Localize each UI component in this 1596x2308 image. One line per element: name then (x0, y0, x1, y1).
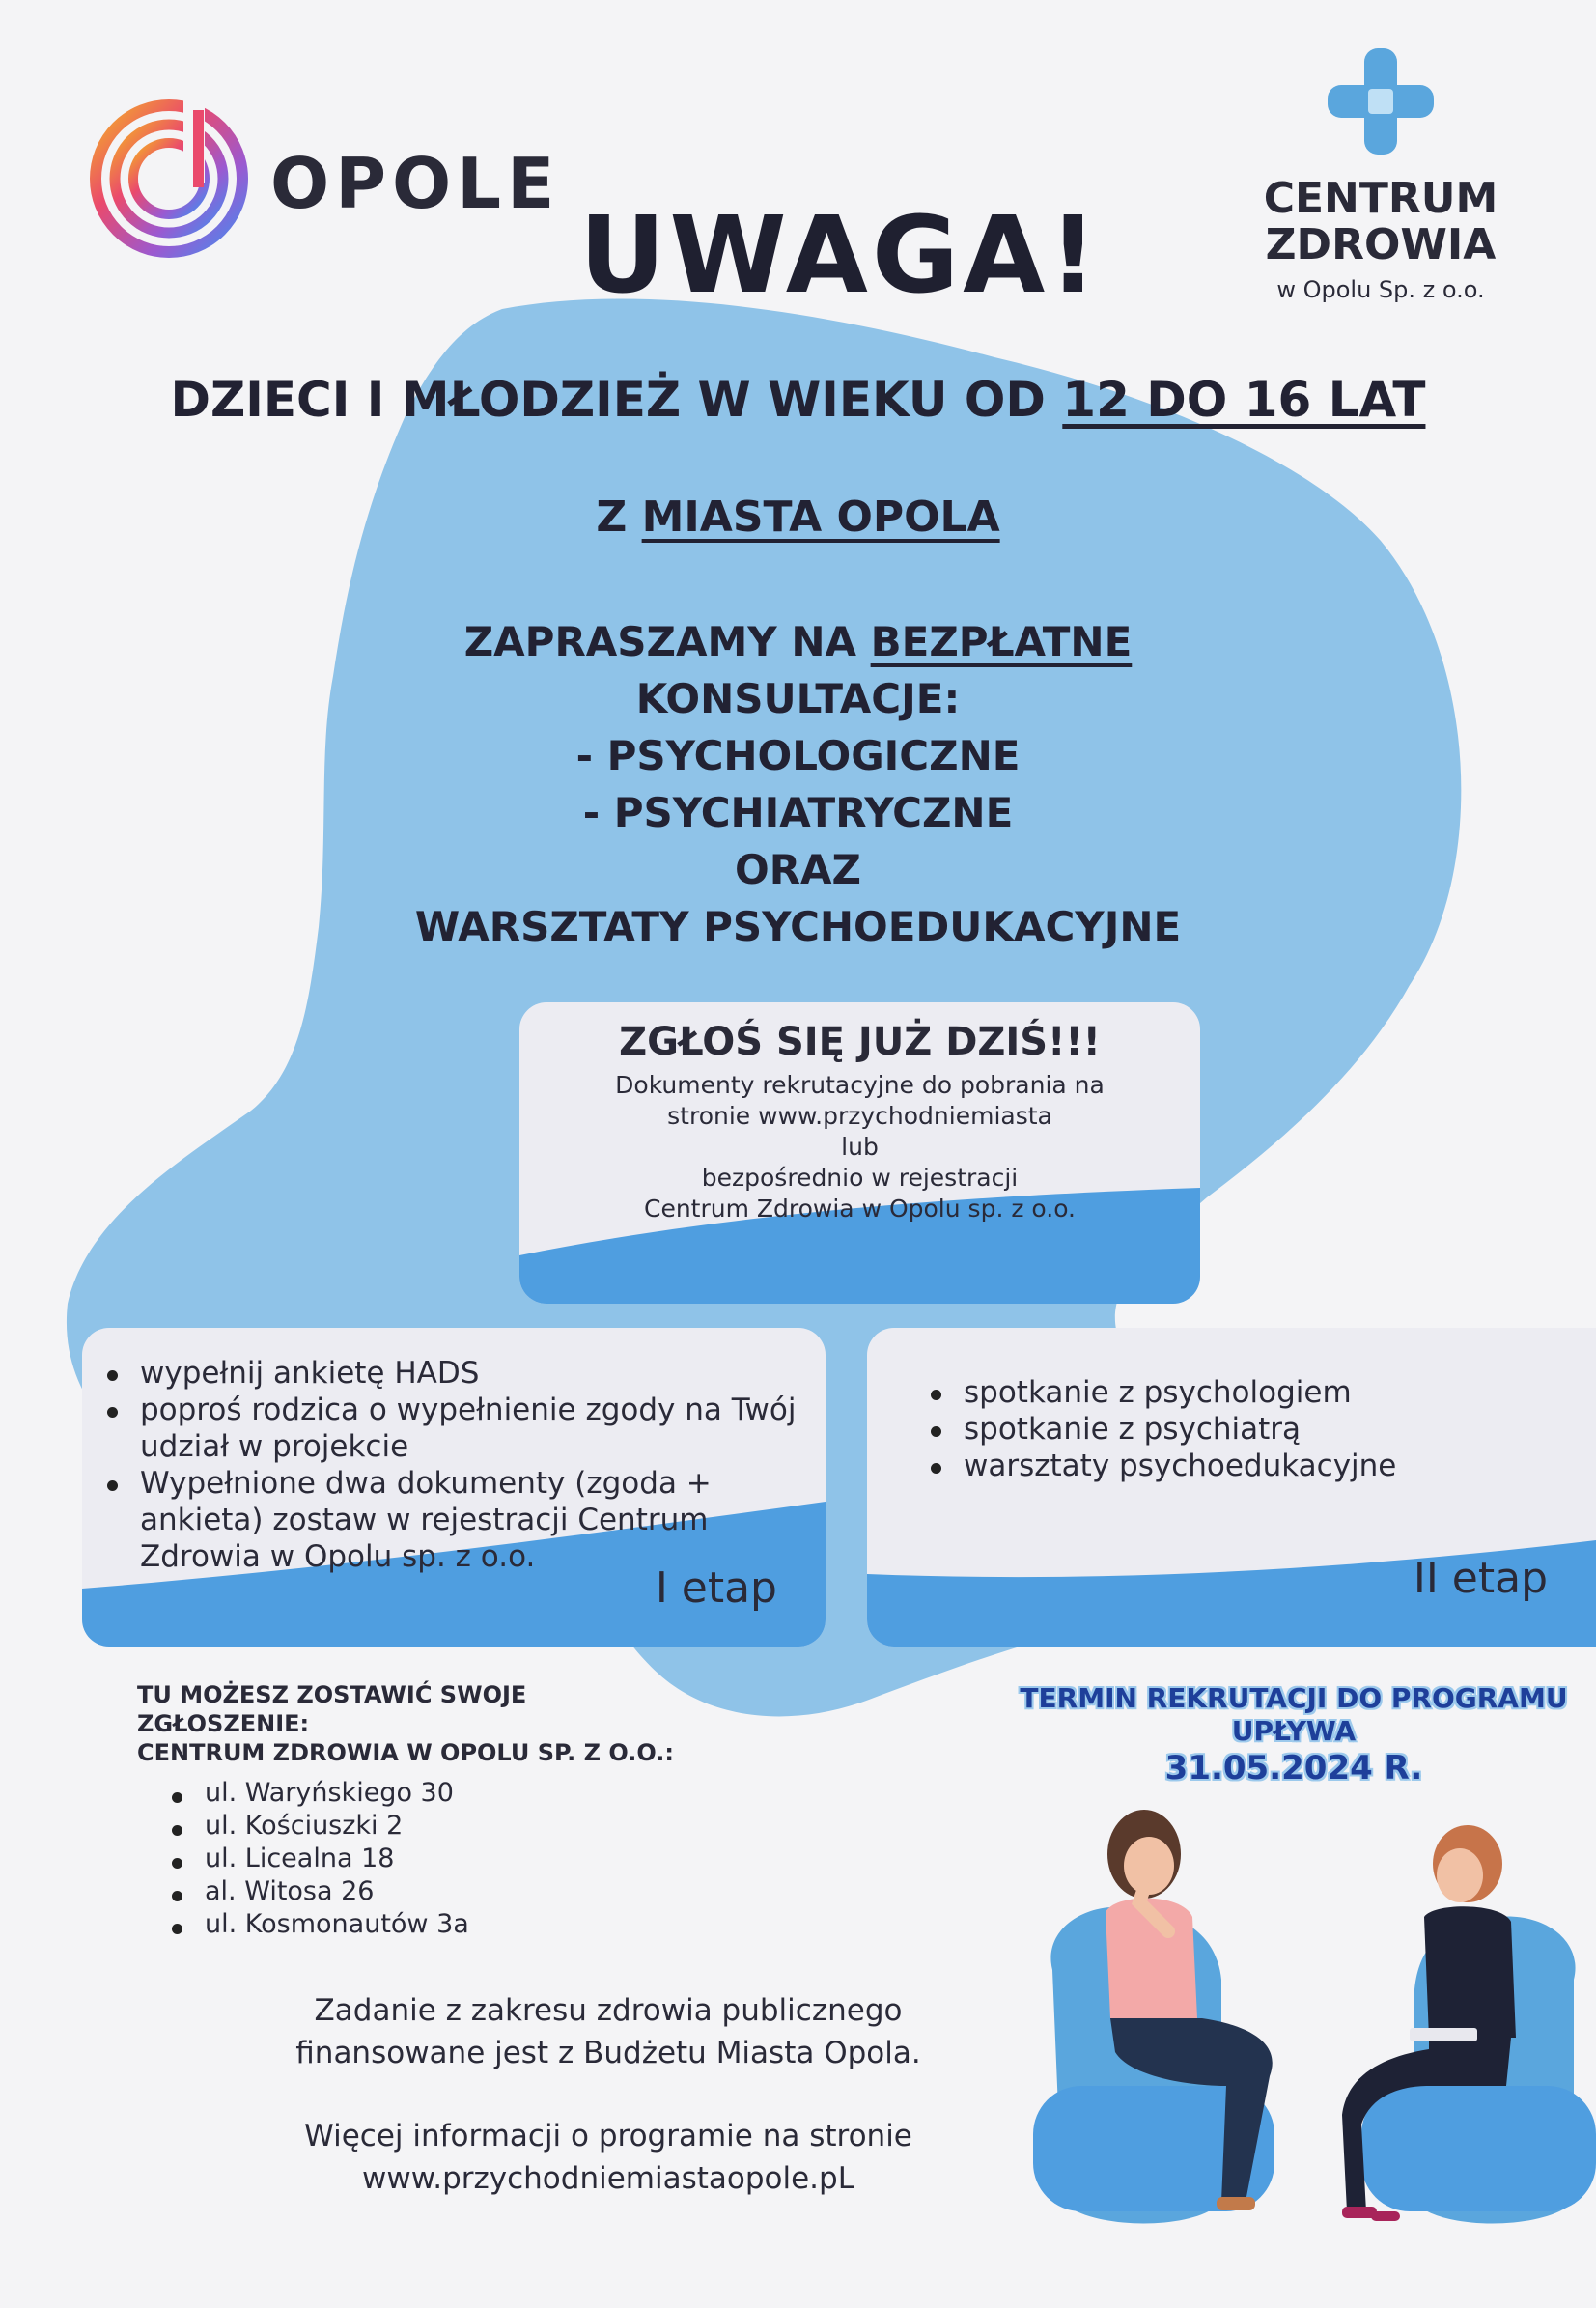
intro-psychiatric: - PSYCHIATRYCZNE (582, 789, 1014, 836)
stage2-item-1: spotkanie z psychologiem (925, 1374, 1582, 1411)
intro-age-prefix: DZIECI I MŁODZIEŻ W WIEKU OD (170, 372, 1063, 428)
deadline-date: 31.05.2024 R. (1164, 1749, 1423, 1787)
intro-free: BEZPŁATNE (870, 618, 1133, 665)
locations-list (166, 1777, 649, 1941)
deadline-notice (1004, 1682, 1583, 1788)
signup-box (519, 1002, 1200, 1304)
intro-invite-line (145, 613, 1451, 670)
stage1-item-3: Wypełnione dwa dokumenty (zgoda + ankieta) zostaw w rejestracji Centrum Zdrowia w Opolu sp. z o.o. (101, 1465, 797, 1575)
stage2-item-2: spotkanie z psychiatrą (925, 1411, 1582, 1448)
more-info-line: Więcej informacji o programie na stronie (304, 2119, 912, 2153)
signup-line1: Dokumenty rekrutacyjne do pobrania na (615, 1071, 1105, 1099)
stage2-box (867, 1328, 1596, 1647)
website-link[interactable]: www.przychodniemiastaopole.pL (362, 2161, 854, 2196)
locations-line2: ZGŁOSZENIE: (137, 1710, 310, 1737)
intro-age-line (145, 372, 1451, 428)
opole-logo-text: OPOLE (270, 143, 561, 224)
locations-line3: CENTRUM ZDROWIA W OPOLU SP. Z O.O.: (137, 1739, 674, 1766)
signup-line5: Centrum Zdrowia w Opolu sp. z o.o. (643, 1195, 1077, 1223)
signup-heading: ZGŁOŚ SIĘ JUŻ DZIŚ!!! (619, 1020, 1101, 1064)
intro-city-line (145, 493, 1451, 542)
stage1-list (101, 1355, 797, 1575)
stage1-item-1: wypełnij ankietę HADS (101, 1355, 797, 1392)
signup-details (519, 1070, 1200, 1224)
intro-city-prefix: Z (596, 493, 642, 542)
opole-rings-icon (87, 97, 251, 261)
stage2-item-3: warsztaty psychoedukacyjne (925, 1448, 1582, 1484)
intro-invite-prefix: ZAPRASZAMY NA (463, 618, 871, 665)
signup-line3: lub (841, 1133, 879, 1161)
opole-logo (87, 97, 589, 270)
intro-psychological: - PSYCHOLOGICZNE (575, 732, 1021, 779)
signup-line4: bezpośrednio w rejestracji (701, 1164, 1019, 1192)
stage1-item-2: poproś rodzica o wypełnienie zgody na Twój udział w projekcie (101, 1392, 797, 1465)
stage1-box (82, 1328, 826, 1647)
more-info (222, 2115, 994, 2200)
location-item: ul. Kościuszki 2 (166, 1810, 649, 1843)
location-item: ul. Waryńskiego 30 (166, 1777, 649, 1810)
stage2-label: II etap (1413, 1554, 1548, 1603)
intro-age-range: 12 DO 16 LAT (1062, 372, 1426, 428)
funding-line1: Zadanie z zakresu zdrowia publicznego (314, 1993, 903, 2028)
intro-workshops: WARSZTATY PSYCHOEDUKACYJNE (414, 903, 1182, 950)
location-item: ul. Kosmonautów 3a (166, 1908, 649, 1941)
stage1-label: I etap (655, 1563, 777, 1613)
centrum-logo-line3: w Opolu Sp. z o.o. (1276, 276, 1485, 303)
locations-heading (137, 1680, 813, 1767)
centrum-zdrowia-logo (1236, 39, 1526, 319)
stage2-list (925, 1374, 1582, 1484)
funding-line2: finansowane jest z Budżetu Miasta Opola. (295, 2036, 921, 2070)
funding-note (222, 1989, 994, 2074)
signup-line2: stronie www.przychodniemiasta (667, 1102, 1052, 1130)
consultation-illustration (1023, 1796, 1596, 2250)
locations-line1: TU MOŻESZ ZOSTAWIĆ SWOJE (137, 1681, 527, 1708)
deadline-line2: UPŁYWA (1231, 1715, 1357, 1747)
location-item: al. Witosa 26 (166, 1875, 649, 1908)
centrum-logo-line1: CENTRUM (1263, 174, 1498, 223)
intro-and: ORAZ (734, 846, 861, 893)
page-title: UWAGA! (579, 193, 1102, 317)
intro-consultations: KONSULTACJE: (635, 675, 961, 722)
centrum-logo-line2: ZDROWIA (1265, 220, 1497, 269)
intro-city: MIASTA OPOLA (641, 493, 1000, 542)
location-item: ul. Licealna 18 (166, 1843, 649, 1875)
deadline-line1: TERMIN REKRUTACJI DO PROGRAMU (1020, 1682, 1568, 1714)
intro-offer (145, 613, 1451, 955)
medical-cross-icon (1328, 48, 1434, 155)
